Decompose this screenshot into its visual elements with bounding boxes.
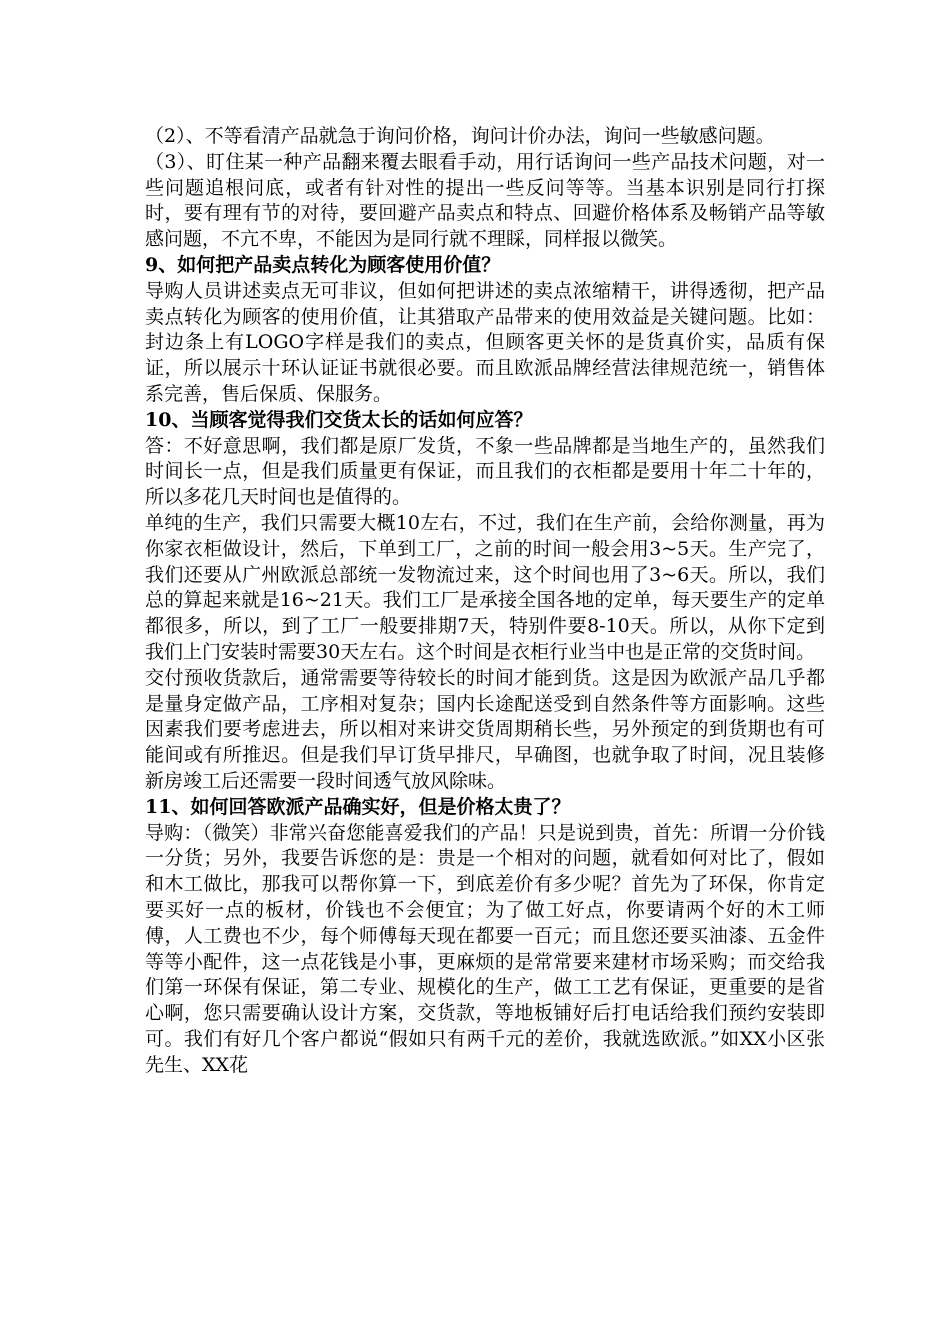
paragraph-q10-answer-2: 单纯的生产，我们只需要大概10左右，不过，我们在生产前，会给你测量，再为你家衣柜做设计，然后，下单到工厂，之前的时间一般会用3~5天。生产完了，我们还要从广州欧派总部统一发物流过来，这个时间也用了3~6天。所以，我们总的算起来就是16~21天。我们工厂是承接全国各地的定单，每天要生产的定单都很多，所以，到了工厂一般要排期7天，特别件要8-10天。所以，从你下定到我们上门安装时需要30天左右。这个时间是衣柜行业当中也是正常的交货时间。 bbox=[145, 511, 825, 663]
text-line-2-question-price: （2）、不等看清产品就急于询问价格，询问计价办法，询问一些敏感问题。 bbox=[145, 125, 775, 147]
paragraph-q10-answer-1: 答：不好意思啊，我们都是原厂发货，不象一些品牌都是当地生产的，虽然我们时间长一点，但是我们质量更有保证，而且我们的衣柜都是要用十年二十年的，所以多花几天时间也是值得的。 bbox=[145, 434, 825, 509]
paragraph-q11-answer: 导购：（微笑）非常兴奋您能喜爱我们的产品！只是说到贵，首先：所谓一分价钱一分货；另外，我要告诉您的是：贵是一个相对的问题，就看如何对比了，假如和木工做比，那我可以帮你算一下，到底差价有多少呢？首先为了环保，你肯定要买好一点的板材，价钱也不会便宜；为了做工好点，你要请两个好的木工师傅，人工费也不少，每个师傅每天现在都要一百元；而且您还要买油漆、五金件等等小配件，这一点花钱是小事，更麻烦的是常常要来建材市场采购；而交给我们第一环保有保证，第二专业、规模化的生产，做工工艺有保证，更重要的是省心啊，您只需要确认设计方案，交货款，等地板铺好后打电话给我们预约安装即可。我们有好几个客户都说“假如只有两千元的差价，我就选欧派。”如XX小区张先生、XX花 bbox=[145, 821, 825, 1076]
document-page bbox=[145, 124, 825, 1078]
text-line-3-competitor-probing: （3）、盯住某一种产品翻来覆去眼看手动，用行话询问一些产品技术问题，对一些问题追根问底，或者有针对性的提出一些反问等等。当基本识别是同行打探时，要有理有节的对待，要回避产品卖点和特点、回避价格体系及畅销产品等敏感问题，不亢不卑，不能因为是同行就不理睬，同样报以微笑。 bbox=[145, 150, 825, 251]
paragraph-q9-answer: 导购人员讲述卖点无可非议，但如何把讲述的卖点浓缩精干，讲得透彻，把产品卖点转化为顾客的使用价值，让其猎取产品带来的使用效益是关键问题。比如：封边条上有LOGO字样是我们的卖点，但顾客更关怀的是货真价实，品质有保证，所以展示十环认证证书就很必要。而且欧派品牌经营法律规范统一，销售体系完善，售后保质、保服务。 bbox=[145, 279, 825, 405]
heading-q9: 9、如何把产品卖点转化为顾客使用价值？ bbox=[145, 253, 501, 276]
paragraph-q10-answer-3: 交付预收货款后，通常需要等待较长的时间才能到货。这是因为欧派产品几乎都是量身定做产品，工序相对复杂；国内长途配送受到自然条件等方面影响。这些因素我们要考虑进去，所以相对来讲交货周期稍长些，另外预定的到货期也有可能间或有所推迟。但是我们早订货早排尺，早确图，也就争取了时间，况且装修新房竣工后还需要一段时间透气放风除味。 bbox=[145, 666, 825, 792]
heading-q11: 11、如何回答欧派产品确实好，但是价格太贵了？ bbox=[145, 795, 571, 818]
heading-q10: 10、当顾客觉得我们交货太长的话如何应答？ bbox=[145, 408, 533, 431]
